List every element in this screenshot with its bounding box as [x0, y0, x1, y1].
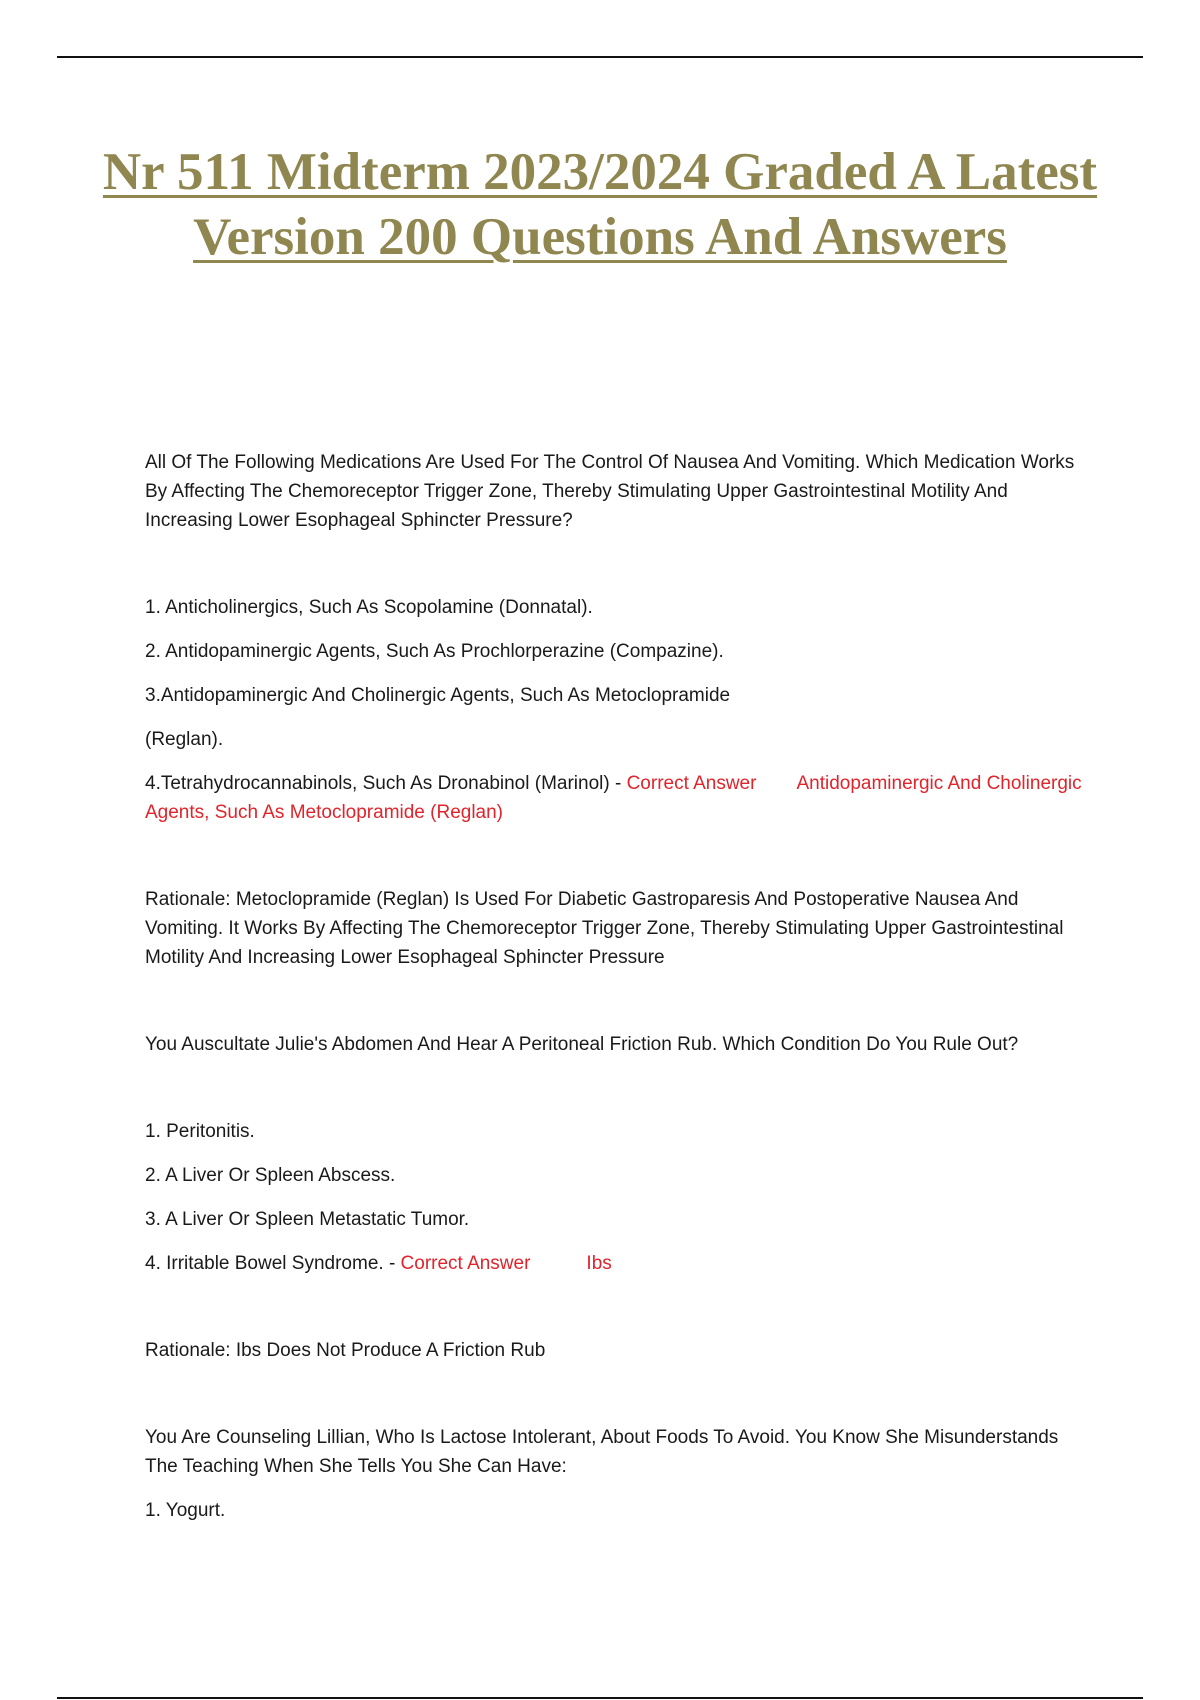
question-2-answer-label: Correct Answer [400, 1253, 531, 1274]
question-1-option-4-text: 4.Tetrahydrocannabinols, Such As Dronabinol (Marinol) - [145, 773, 627, 794]
question-2-option-2: 2. A Liver Or Spleen Abscess. [145, 1165, 396, 1186]
top-rule [57, 56, 1143, 58]
question-2-option-4-text: 4. Irritable Bowel Syndrome. - [145, 1253, 401, 1274]
question-2-rationale: Rationale: Ibs Does Not Produce A Friction Rub [145, 1340, 546, 1361]
question-1-option-2: 2. Antidopaminergic Agents, Such As Prochlorperazine (Compazine). [145, 641, 724, 662]
question-1-answer-label: Correct Answer [626, 773, 757, 794]
question-1-option-4 [145, 769, 1085, 827]
question-1-answer-text: Antidopaminergic And Cholinergic Agents, Such As Metoclopramide (Reglan) [145, 773, 1082, 823]
bottom-rule [57, 1697, 1143, 1699]
question-2-answer-text: Ibs [586, 1253, 612, 1274]
document-body [145, 448, 1085, 1525]
question-1-option-3-cont: (Reglan). [145, 729, 224, 750]
question-1-stem: All Of The Following Medications Are Used For The Control Of Nausea And Vomiting. Which Medication Works By Affecting The Chemoreceptor Trigger Zone, Thereby Stimulating Upper Gastrointestinal Motility And Increasing Lower Esophageal Sphincter Pressure? [145, 452, 1075, 531]
question-3-stem: You Are Counseling Lillian, Who Is Lactose Intolerant, About Foods To Avoid. You Know She Misunderstands The Teaching When She Tells You She Can Have: [145, 1427, 1059, 1477]
question-3-option-1: 1. Yogurt. [145, 1500, 226, 1521]
question-2-option-1: 1. Peritonitis. [145, 1121, 255, 1142]
question-2-stem: You Auscultate Julie's Abdomen And Hear A Peritoneal Friction Rub. Which Condition Do You Rule Out? [145, 1034, 1019, 1055]
question-2-option-3: 3. A Liver Or Spleen Metastatic Tumor. [145, 1209, 470, 1230]
question-1-option-1: 1. Anticholinergics, Such As Scopolamine (Donnatal). [145, 597, 593, 618]
question-1-rationale: Rationale: Metoclopramide (Reglan) Is Used For Diabetic Gastroparesis And Postoperative Nausea And Vomiting. It Works By Affecting The Chemoreceptor Trigger Zone, Thereby Stimulating Upper Gastrointestinal Motility And Increasing Lower Esophageal Sphincter Pressure [145, 889, 1064, 968]
document-title: Nr 511 Midterm 2023/2024 Graded A Latest Version 200 Questions And Answers [102, 143, 1098, 266]
question-1-option-3: 3.Antidopaminergic And Cholinergic Agents, Such As Metoclopramide [145, 685, 731, 706]
question-2-option-4 [145, 1249, 1085, 1278]
